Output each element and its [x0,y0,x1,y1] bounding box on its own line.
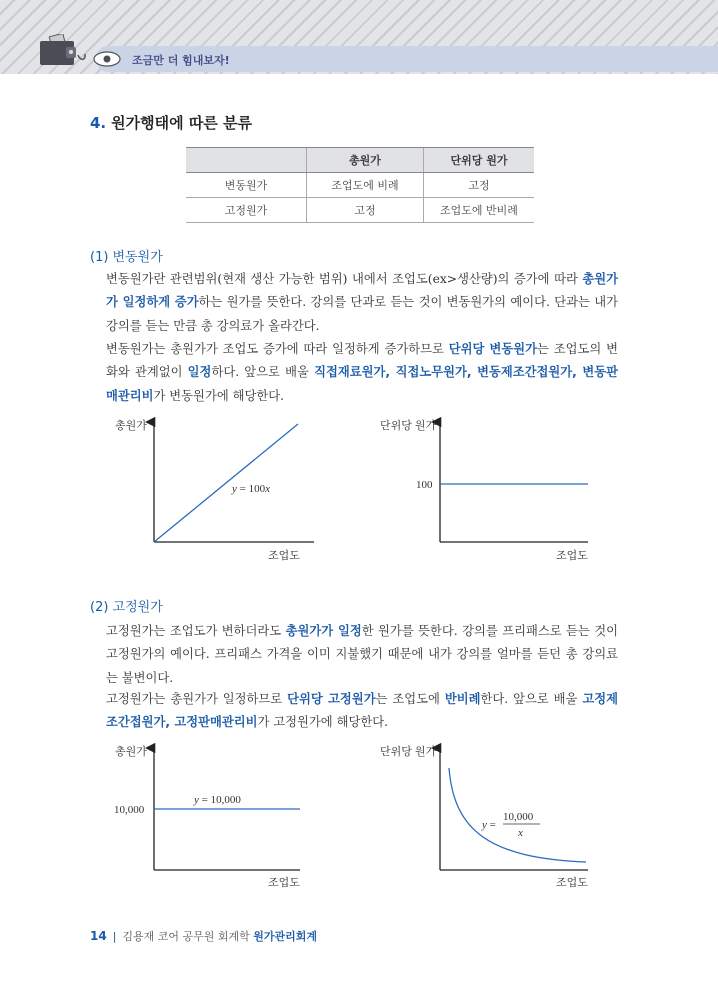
chart-variable-unit [378,414,613,569]
page-footer [90,928,317,944]
chart-variable-total [110,414,330,569]
x-axis-label: 조업도 [268,877,300,889]
equation-label: y = 10,000 [194,794,241,806]
y-axis-label: 단위당 원가 [380,746,437,758]
fixed-paragraph-2: 고정원가는 총원가가 일정하므로 단위당 고정원가는 조업도에 반비례한다. 앞으로 배울 고정제조간접원가, 고정판매관리비가 고정원가에 해당한다. [106,692,618,730]
table-cell: 고정 [424,173,535,198]
subsection-title-variable: (1) 변동원가 [90,250,163,265]
table-row [186,173,534,198]
x-axis-label: 조업도 [556,550,588,562]
section-number: 4. [90,114,107,132]
footer-separator: | [112,930,117,943]
classification-table [186,147,534,223]
eye-icon [92,50,122,68]
y-tick-label: 100 [416,479,433,491]
wallet-icon [40,34,86,66]
equation-label: y = 100x [232,483,270,495]
table-cell: 조업도에 반비례 [424,198,535,223]
table-header: 단위당 원가 [424,148,535,173]
footer-book-title: 원가관리회계 [253,930,318,943]
header-band [0,0,718,74]
y-axis-label: 단위당 원가 [380,420,437,432]
header-tab [96,46,718,72]
footer-author: 김용재 코어 공무원 회계학 [122,930,250,943]
table-cell: 조업도에 비례 [307,173,424,198]
section-title [90,112,252,133]
x-axis-label: 조업도 [556,877,588,889]
fixed-paragraph-1: 고정원가는 조업도가 변하더라도 총원가가 일정한 원가를 뜻한다. 강의를 프리패스로 듣는 것이 고정원가의 예이다. 프리패스 가격을 이미 지불했기 때문에 내가 강의를 얼마를 듣던 총 강의료는 불변이다. [106,624,618,685]
variable-paragraph-2: 변동원가는 총원가가 조업도 증가에 따라 일정하게 증가하므로 단위당 변동원가는 조업도의 변화와 관계없이 일정하다. 앞으로 배울 직접재료원가, 직접노무원가, 변동제조간접원가, 변동판매관리비가 변동원가에 해당한다. [106,342,618,403]
x-axis-label: 조업도 [268,550,300,562]
table-cell: 고정원가 [186,198,307,223]
table-header [186,148,307,173]
section-title-text: 원가행태에 따른 분류 [111,114,252,132]
equation-label: y = [482,819,496,831]
series-line-variable-total [154,424,298,542]
table-header-row [186,148,534,173]
subsection-title-fixed: (2) 고정원가 [90,600,163,615]
chart-fixed-total [110,740,330,895]
y-tick-label: 10,000 [114,804,145,816]
y-axis-label: 총원가 [115,420,147,432]
y-axis-label: 총원가 [115,746,147,758]
page-number: 14 [90,929,107,943]
table-cell: 변동원가 [186,173,307,198]
table-row [186,198,534,223]
header-tagline: 조금만 더 힘내보자! [132,54,230,67]
equation-denominator: x [518,827,523,839]
variable-paragraph-1: 변동원가란 관련범위(현재 생산 가능한 범위) 내에서 조업도(ex>생산량)의 증가에 따라 총원가가 일정하게 증가하는 원가를 뜻한다. 강의를 단과로 듣는 것이 변동원가의 예이다. 단과는 내가 강의를 듣는 만큼 총 강의료가 올라간다. [106,272,618,333]
chart-fixed-unit [378,740,613,895]
table-cell: 고정 [307,198,424,223]
equation-numerator: 10,000 [503,811,534,823]
table-header: 총원가 [307,148,424,173]
